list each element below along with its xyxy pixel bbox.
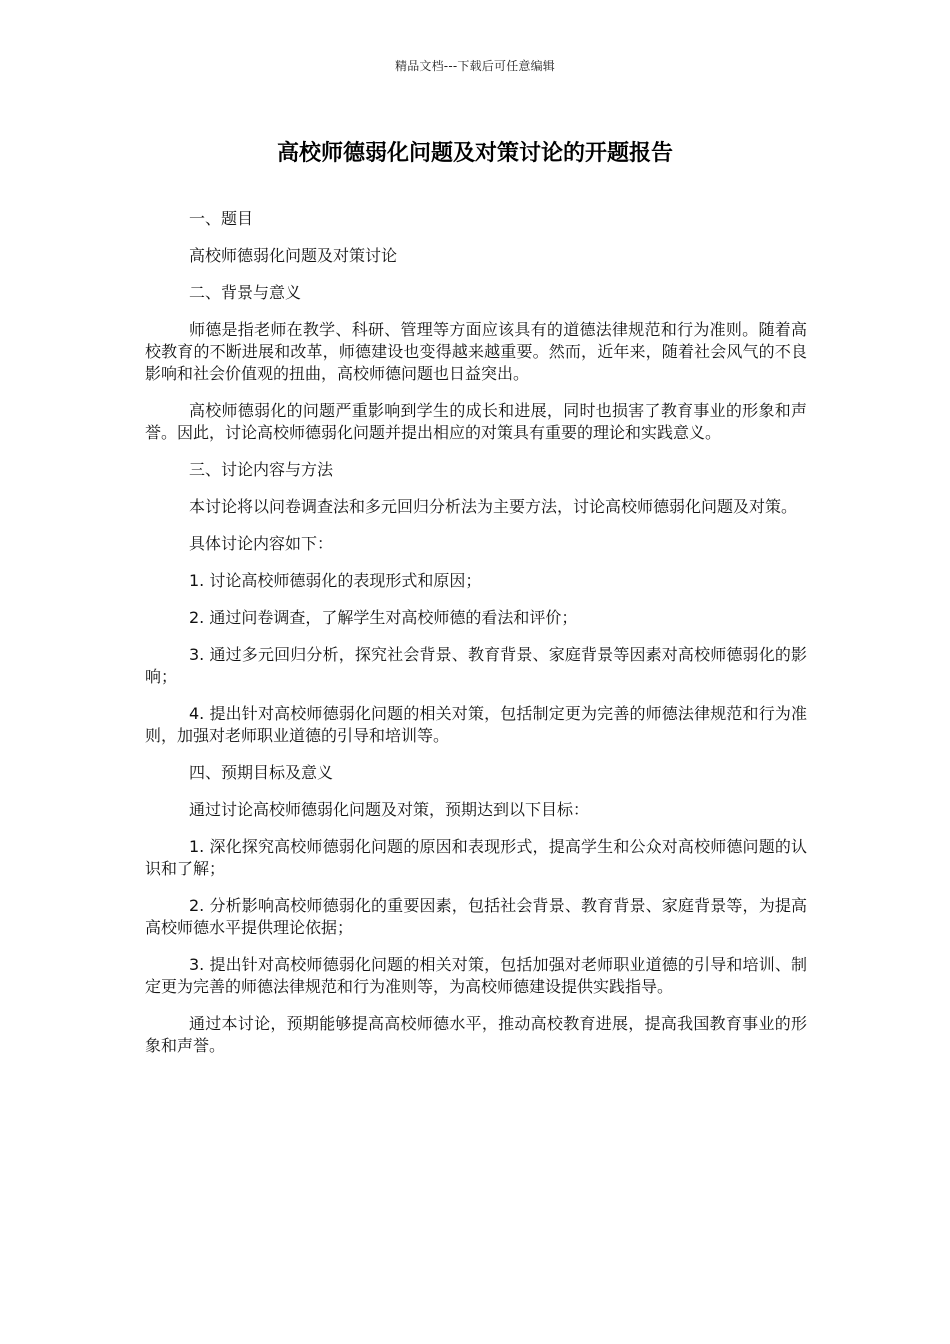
list-item: 4. 提出针对高校师德弱化问题的相关对策，包括制定更为完善的师德法律规范和行为准则，加强对老师职业道德的引导和培训等。 bbox=[145, 704, 807, 745]
paragraph: 师德是指老师在教学、科研、管理等方面应该具有的道德法律规范和行为准则。随着高校教育的不断进展和改革，师德建设也变得越来越重要。然而，近年来，随着社会风气的不良影响和社会价值观的扭曲，高校师德问题也日益突出。 bbox=[145, 320, 807, 383]
paragraph: 通过讨论高校师德弱化问题及对策，预期达到以下目标： bbox=[189, 800, 590, 819]
page-header-watermark: 精品文档---下载后可任意编辑 bbox=[395, 59, 555, 73]
document-title: 高校师德弱化问题及对策讨论的开题报告 bbox=[276, 141, 673, 166]
section-heading-content-method: 三、讨论内容与方法 bbox=[189, 460, 334, 479]
paragraph: 具体讨论内容如下： bbox=[189, 534, 334, 553]
paragraph: 高校师德弱化的问题严重影响到学生的成长和进展，同时也损害了教育事业的形象和声誉。因此，讨论高校师德弱化问题并提出相应的对策具有重要的理论和实践意义。 bbox=[145, 401, 807, 442]
paragraph: 本讨论将以问卷调查法和多元回归分析法为主要方法，讨论高校师德弱化问题及对策。 bbox=[189, 497, 798, 516]
list-item: 3. 通过多元回归分析，探究社会背景、教育背景、家庭背景等因素对高校师德弱化的影响； bbox=[145, 645, 807, 686]
section-heading-background: 二、背景与意义 bbox=[189, 283, 302, 302]
list-item: 2. 分析影响高校师德弱化的重要因素，包括社会背景、教育背景、家庭背景等，为提高高校师德水平提供理论依据； bbox=[145, 896, 807, 937]
topic-text: 高校师德弱化问题及对策讨论 bbox=[189, 246, 398, 265]
list-item: 3. 提出针对高校师德弱化问题的相关对策，包括加强对老师职业道德的引导和培训、制定更为完善的师德法律规范和行为准则等，为高校师德建设提供实践指导。 bbox=[145, 955, 807, 996]
list-item: 1. 讨论高校师德弱化的表现形式和原因； bbox=[189, 571, 482, 590]
paragraph: 通过本讨论，预期能够提高高校师德水平，推动高校教育进展，提高我国教育事业的形象和声誉。 bbox=[145, 1014, 807, 1055]
section-heading-goals: 四、预期目标及意义 bbox=[189, 763, 334, 782]
document-body bbox=[145, 208, 807, 1072]
list-item: 2. 通过问卷调查，了解学生对高校师德的看法和评价； bbox=[189, 608, 578, 627]
section-heading-topic: 一、题目 bbox=[189, 209, 254, 228]
list-item: 1. 深化探究高校师德弱化问题的原因和表现形式，提高学生和公众对高校师德问题的认识和了解； bbox=[145, 837, 807, 878]
